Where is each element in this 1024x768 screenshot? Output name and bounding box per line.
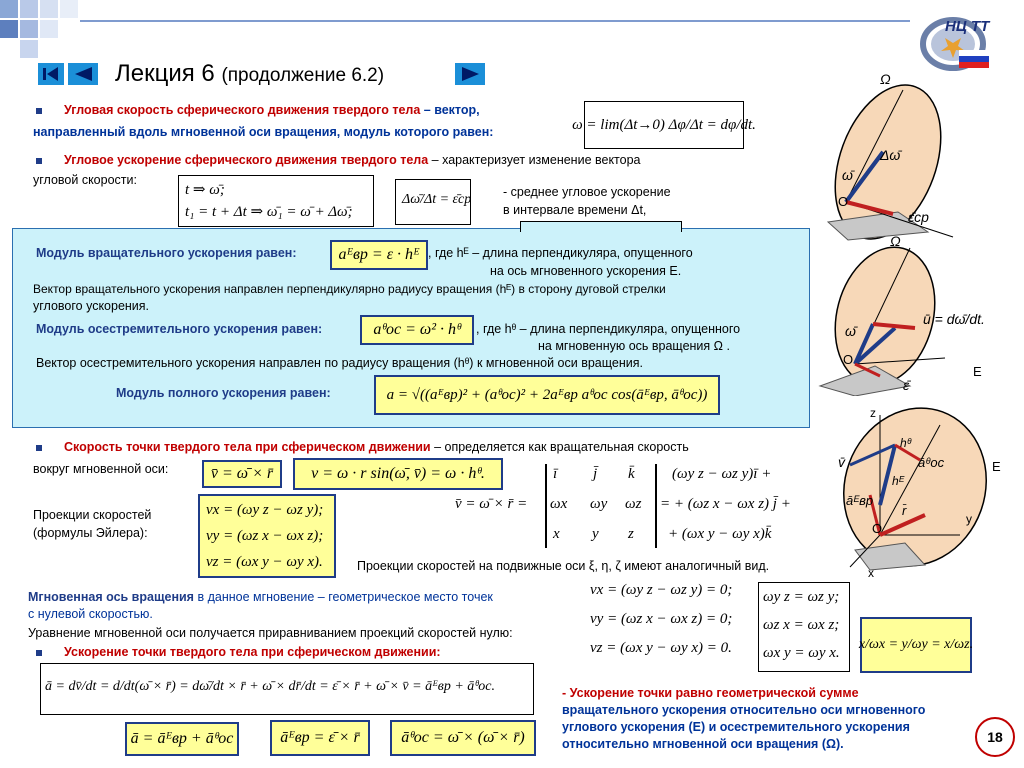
fig2-E: E xyxy=(973,364,982,379)
fig1-omega: ω̄ xyxy=(842,167,853,183)
det-expansion-3: + (ωx y − ωy x)k̄ xyxy=(668,526,772,542)
bullet-icon xyxy=(36,158,42,164)
det-cell: y xyxy=(592,526,599,542)
det-cell: ωy xyxy=(590,496,608,512)
panel-line1c: на ось мгновенного ускорения E. xyxy=(490,264,682,278)
axis-ratio-formula: x/ωx = y/ωy = x/ωz. xyxy=(860,617,972,673)
fig3-h-omega: hᶿ xyxy=(900,436,912,450)
panel-tab xyxy=(520,221,682,232)
fig3-r: r̄ xyxy=(902,503,907,518)
panel-line1: Модуль вращательного ускорения равен: xyxy=(36,246,297,260)
fig3-x: x xyxy=(868,566,874,580)
axis-equations: ωy z = ωz y; ωz x = ωx z; ωx y = ωy x. xyxy=(758,582,850,672)
page-title xyxy=(115,60,384,88)
velocity-cross-formula: v̄ = ω̄ × r̄ xyxy=(202,460,282,488)
det-lhs: v̄ = ω̄ × r̄ = xyxy=(455,496,528,512)
panel-line1b: , где hᴱ – длина перпендикуляра, опущенного xyxy=(428,246,693,260)
section4-line3: Уравнение мгновенной оси получается приравниванием проекций скоростей нулю: xyxy=(28,626,513,640)
panel-line2b: углового ускорения. xyxy=(33,299,150,313)
page-number: 18 xyxy=(987,729,1003,745)
logo-text: НЦ ТТ xyxy=(945,18,990,35)
figure-angular-accel-avg xyxy=(808,72,1008,242)
zero-eq-2: vy = (ωz x − ωx z) = 0; xyxy=(590,611,733,627)
fig3-origin: O xyxy=(872,521,883,536)
det-expansion-1: (ωy z − ωz y)ī + xyxy=(672,466,772,482)
fig1-delta: Δω̄ xyxy=(880,147,901,163)
euler-formulas: vx = (ωy z − ωz y); vy = (ωz x − ωx z); vz = (ωx y − ωy x). xyxy=(198,494,336,578)
section2-line1: Угловое ускорение сферического движения твердого тела – характеризует изменение вектора xyxy=(36,153,641,168)
centripetal-accel-formula: aᶿос = ω² · hᶿ xyxy=(360,315,474,345)
fig2-eps: ε̄ xyxy=(903,377,910,393)
det-cell: z xyxy=(628,526,634,542)
fig1-origin: O xyxy=(838,194,849,209)
arrow-left-icon xyxy=(68,63,98,85)
zero-eq-3: vz = (ωx y − ωy x) = 0. xyxy=(590,640,732,656)
det-cell: ωz xyxy=(625,496,642,512)
figure-point-acceleration xyxy=(820,405,1020,580)
fig2-omega-axis: Ω xyxy=(890,236,901,249)
section2-line2: угловой скорости: xyxy=(33,173,137,187)
conclusion-text: - Ускорение точки равно геометрической сумме вращательного ускорения относительно оси мгновенного углового ускорения (E) и осестремительного ускорения относительно мгновенной оси вращения (Ω). xyxy=(562,686,926,751)
panel-line4: Вектор осестремительного ускорения направлен по радиусу вращения (hᶿ) к мгновенной оси вращения. xyxy=(36,356,643,370)
det-cell: x xyxy=(553,526,560,542)
fig3-v: v̄ xyxy=(838,454,845,470)
section1-line1: Угловая скорость сферического движения твердого тела – вектор, xyxy=(36,103,480,118)
det-cell: ī xyxy=(553,466,558,482)
bullet-icon xyxy=(36,445,42,451)
euler-label1: Проекции скоростей xyxy=(33,508,152,522)
fig1-omega-axis: Ω xyxy=(880,72,891,87)
panel-line3b: , где hᶿ – длина перпендикуляра, опущенного xyxy=(476,322,741,336)
nav-first-button[interactable] xyxy=(38,63,64,85)
fig3-E: E xyxy=(992,459,1001,474)
fig1-eps: ε̄ср xyxy=(908,209,929,225)
velocity-modulus-formula: v = ω · r sin(ω̄, v̄) = ω · hᶿ. xyxy=(293,458,503,490)
euler-label2: (формулы Эйлера): xyxy=(33,526,148,540)
fig2-u: ū = dω̄/dt. xyxy=(923,311,985,327)
rot-accel-formula: aᴱвр = ε · hᴱ xyxy=(330,240,428,270)
title-rule xyxy=(80,20,910,22)
figure-angular-accel xyxy=(815,236,1015,396)
nav-next-button[interactable] xyxy=(455,63,485,85)
det-expansion-2: = + (ωz x − ωx z) j̄ + xyxy=(660,496,791,512)
fig2-omega: ω̄ xyxy=(845,323,856,339)
centripetal-vector-formula: āᶿос = ω̄ × (ω̄ × r̄) xyxy=(390,720,536,756)
accel-derivation: ā = dv̄/dt = d/dt(ω̄ × r̄) = dω̄/dt × r̄ + ω̄ × dr̄/dt = ε̄ × r̄ + ω̄ × v̄ = āᴱвр + āᶿос. xyxy=(40,663,534,715)
logo xyxy=(915,10,995,72)
det-cell: ωx xyxy=(550,496,568,512)
fig3-z: z xyxy=(870,406,876,420)
section4-line2: с нулевой скоростью. xyxy=(28,607,153,621)
skip-back-icon xyxy=(38,63,64,85)
det-bracket-right xyxy=(655,464,657,548)
bullet-icon xyxy=(36,650,42,656)
det-cell: j̄ xyxy=(593,466,598,482)
fig3-y: y xyxy=(966,512,972,526)
fig3-h-E: hᴱ xyxy=(892,474,905,488)
total-accel-formula: a = √((aᴱвр)² + (aᶿос)² + 2aᴱвр aᶿос cos(āᴱвр, āᶿос)) xyxy=(374,375,720,415)
fig2-origin: O xyxy=(843,352,854,367)
corner-decoration xyxy=(0,0,80,60)
panel-line5: Модуль полного ускорения равен: xyxy=(116,386,331,400)
accel-sum-formula: ā = āᴱвр + āᶿос xyxy=(125,722,239,756)
delta-omega-box: t ⇒ ω̄; t₁ = t + Δt ⇒ ω̄₁ = ω̄ + Δω̄; xyxy=(178,175,374,227)
moving-axes-text: Проекции скоростей на подвижные оси ξ, η, ζ имеют аналогичный вид. xyxy=(357,559,770,573)
nav-prev-button[interactable] xyxy=(68,63,98,85)
omega-limit-formula: ω = lim(Δt→0) Δφ/Δt = dφ/dt. xyxy=(584,101,744,149)
panel-line3: Модуль осестремительного ускорения равен: xyxy=(36,322,323,336)
avg-accel-text2: в интервале времени Δt, xyxy=(503,203,647,217)
avg-accel-formula: Δω̄/Δt = ε̄ср xyxy=(395,179,471,225)
panel-line3c: на мгновенную ось вращения Ω . xyxy=(538,339,730,353)
det-bracket-left xyxy=(545,464,547,548)
panel-line2: Вектор вращательного ускорения направлен перпендикулярно радиусу вращения (hᴱ) в сторону дуговой стрелки xyxy=(33,282,666,296)
avg-accel-text1: - среднее угловое ускорение xyxy=(503,185,671,199)
section3-line2: вокруг мгновенной оси: xyxy=(33,462,169,476)
fig3-a-oc: āᶿос xyxy=(918,455,945,470)
rot-accel-vector-formula: āᴱвр = ε̄ × r̄ xyxy=(270,720,370,756)
fig3-a-vr: āᴱвр xyxy=(846,493,874,508)
arrow-right-icon xyxy=(455,63,485,85)
lecture-title: Лекция 6 xyxy=(115,60,215,87)
det-cell: k̄ xyxy=(628,466,635,482)
section1-line2: направленный вдоль мгновенной оси вращения, модуль которого равен: xyxy=(33,125,494,139)
zero-eq-1: vx = (ωy z − ωz y) = 0; xyxy=(590,582,733,598)
page-number-badge xyxy=(975,717,1015,757)
bullet-icon xyxy=(36,108,42,114)
lecture-subtitle: (продолжение 6.2) xyxy=(221,65,385,86)
section5-line1: Ускорение точки твердого тела при сферическом движении: xyxy=(36,645,441,660)
section4-line1: Мгновенная ось вращения в данное мгновение – геометрическое место точек xyxy=(28,590,493,604)
section3-line1: Скорость точки твердого тела при сферическом движении – определяется как вращательная скорость xyxy=(36,440,689,455)
